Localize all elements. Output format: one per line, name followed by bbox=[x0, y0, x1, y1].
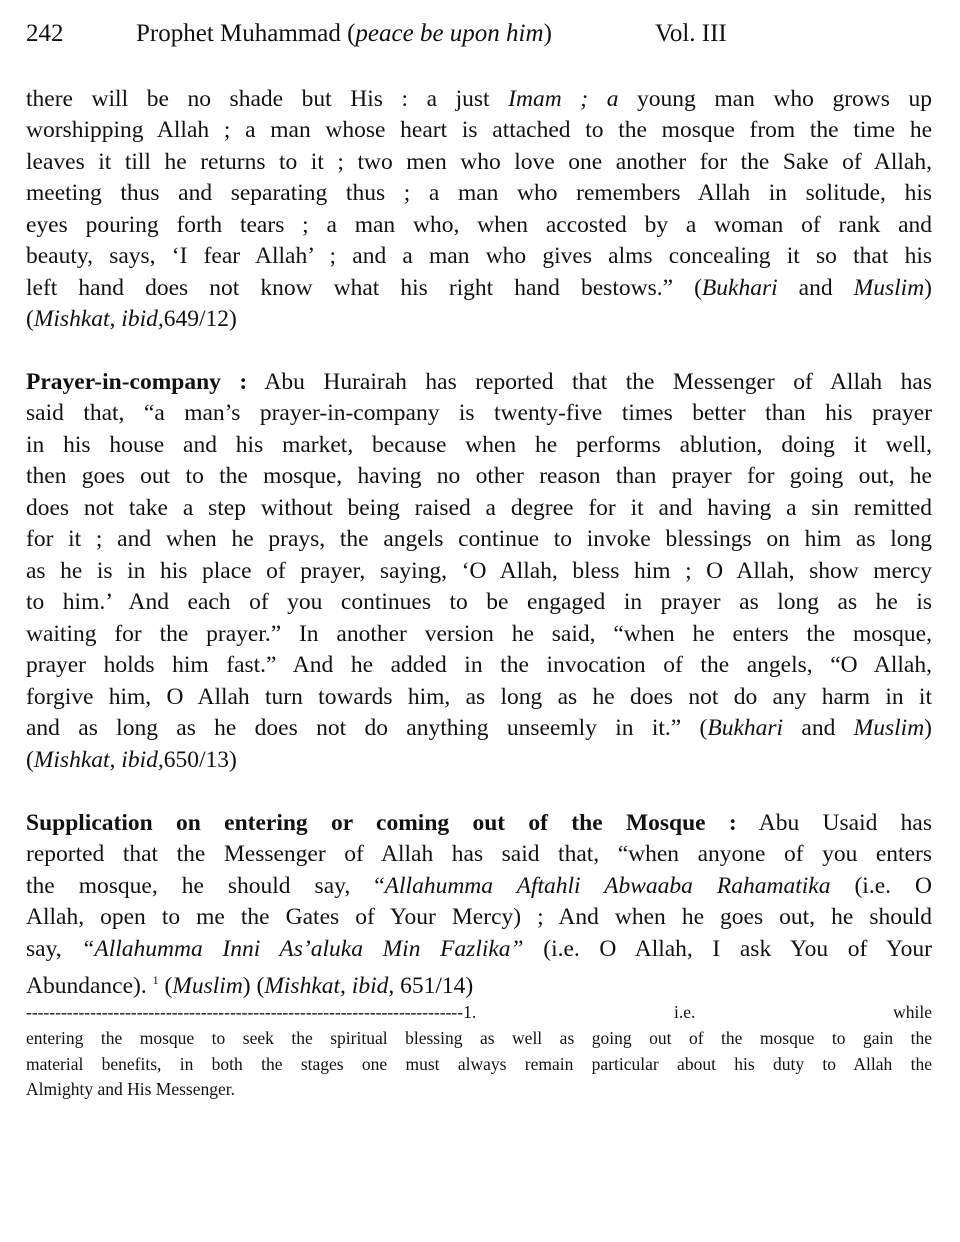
page-number: 242 bbox=[26, 20, 64, 47]
text-line bbox=[26, 210, 932, 240]
text-run: left hand does not know what his right hand bestows.” ( bbox=[26, 275, 702, 301]
section-heading: Supplication on entering or coming out of the Mosque : bbox=[26, 810, 737, 836]
text-run: then goes out to the mosque, having no other reason than prayer for going out, he bbox=[26, 463, 932, 489]
text-run: say, bbox=[26, 936, 82, 962]
text-line bbox=[26, 587, 932, 617]
text-line bbox=[26, 619, 932, 649]
running-title bbox=[136, 20, 552, 48]
italic-text: Bukhari bbox=[701, 275, 778, 301]
italic-text: Muslim bbox=[853, 275, 925, 301]
text-run: the mosque, he should say, “ bbox=[26, 873, 385, 899]
text-run: meeting thus and separating thus ; a man who remembers Allah in solitude, his bbox=[26, 180, 932, 206]
italic-text: Mishkat, ibid, bbox=[33, 306, 164, 332]
italic-text: Mishkat, ibid, bbox=[33, 747, 164, 773]
text-line bbox=[26, 965, 932, 1001]
text-line bbox=[26, 461, 932, 491]
text-run: ---------------------------------------------------------------------------1. i.e. while bbox=[26, 1002, 932, 1022]
running-title-italic: peace be upon him bbox=[355, 20, 544, 47]
text-run: Allah, open to me the Gates of Your Mercy) ; And when he goes out, he should bbox=[26, 904, 932, 930]
text-line bbox=[26, 147, 932, 177]
text-run: 651/14) bbox=[394, 972, 474, 999]
text-line bbox=[26, 650, 932, 680]
text-line bbox=[26, 304, 932, 334]
text-run: as he is in his place of prayer, saying, ‘O Allah, bless him ; O Allah, show mercy bbox=[26, 558, 932, 584]
footnote-line bbox=[26, 1000, 932, 1024]
text-line bbox=[26, 871, 932, 901]
italic-text: “Allahumma Inni As’aluka Min Fazlika” bbox=[81, 936, 524, 962]
running-title-close: ) bbox=[543, 20, 552, 47]
text-run: ( bbox=[26, 747, 34, 773]
text-run: beauty, says, ‘I fear Allah’ ; and a man who gives alms concealing it so that his bbox=[26, 243, 932, 269]
text-run: Abu Usaid has bbox=[736, 810, 932, 836]
text-run: said that, “a man’s prayer-in-company is twenty-five times better than his prayer bbox=[26, 400, 932, 426]
italic-text: Muslim bbox=[853, 715, 925, 741]
text-line bbox=[26, 493, 932, 523]
text-run: ( bbox=[158, 972, 173, 999]
text-run: forgive him, O Allah turn towards him, as long as he does not do any harm in it bbox=[26, 684, 932, 710]
italic-text: Allahumma Aftahli Abwaaba Rahamatika bbox=[384, 873, 831, 899]
text-run: ) bbox=[924, 275, 932, 301]
text-line bbox=[26, 934, 932, 964]
text-run: (i.e. O bbox=[830, 873, 932, 899]
text-run: worshipping Allah ; a man whose heart is attached to the mosque from the time he bbox=[26, 117, 932, 143]
text-line bbox=[26, 808, 932, 838]
text-line bbox=[26, 273, 932, 303]
text-run: reported that the Messenger of Allah has said that, “when anyone of you enters bbox=[26, 841, 932, 867]
text-run: Abu Hurairah has reported that the Messenger of Allah has bbox=[247, 369, 932, 395]
text-line bbox=[26, 682, 932, 712]
text-run: ) bbox=[924, 715, 932, 741]
text-run: 649/12) bbox=[163, 306, 237, 332]
italic-text: Mishkat, ibid, bbox=[264, 972, 395, 999]
text-line bbox=[26, 556, 932, 586]
text-run: ) ( bbox=[242, 972, 265, 999]
text-run: Almighty and His Messenger. bbox=[26, 1079, 236, 1099]
volume-label: Vol. III bbox=[655, 20, 727, 47]
italic-text: Bukhari bbox=[707, 715, 784, 741]
text-run: for it ; and when he prays, the angels continue to invoke blessings on him as long bbox=[26, 526, 932, 552]
text-run: young man who grows up bbox=[618, 86, 933, 112]
footnote-line bbox=[26, 1026, 932, 1050]
footnote-ref: 1 bbox=[152, 973, 159, 987]
italic-text: Imam ; a bbox=[508, 86, 619, 112]
text-run: (i.e. O Allah, I ask You of Your bbox=[523, 936, 932, 962]
text-run: Abundance). bbox=[26, 972, 153, 999]
text-line bbox=[26, 745, 932, 775]
footnote-line bbox=[26, 1077, 932, 1101]
text-run: 650/13) bbox=[163, 747, 237, 773]
text-line bbox=[26, 524, 932, 554]
text-run: to him.’ And each of you continues to be engaged in prayer as long as he is bbox=[26, 589, 932, 615]
running-title-text: Prophet Muhammad ( bbox=[136, 20, 356, 47]
text-run: and bbox=[777, 275, 854, 301]
italic-text: Muslim bbox=[172, 972, 243, 999]
text-run: waiting for the prayer.” In another version he said, “when he enters the mosque, bbox=[26, 621, 932, 647]
text-run: ( bbox=[26, 306, 34, 332]
text-run: does not take a step without being raised a degree for it and having a sin remitted bbox=[26, 495, 932, 521]
text-run: entering the mosque to seek the spiritual blessing as well as going out of the mosque to gain the bbox=[26, 1028, 932, 1048]
text-run: and as long as he does not do anything unseemly in it.” ( bbox=[26, 715, 708, 741]
text-line bbox=[26, 902, 932, 932]
text-line bbox=[26, 178, 932, 208]
text-line bbox=[26, 839, 932, 869]
text-line bbox=[26, 367, 932, 397]
text-run: eyes pouring forth tears ; a man who, when accosted by a woman of rank and bbox=[26, 212, 932, 238]
text-line bbox=[26, 84, 932, 114]
text-run: leaves it till he returns to it ; two men who love one another for the Sake of Allah, bbox=[26, 149, 932, 175]
section-heading: Prayer-in-company : bbox=[26, 369, 248, 395]
text-run: there will be no shade but His : a just bbox=[26, 86, 509, 112]
text-run: material benefits, in both the stages one must always remain particular about his duty to Allah the bbox=[26, 1054, 932, 1074]
text-line bbox=[26, 115, 932, 145]
text-run: in his house and his market, because when he performs ablution, doing it well, bbox=[26, 432, 932, 458]
text-line bbox=[26, 713, 932, 743]
text-line bbox=[26, 430, 932, 460]
text-run: prayer holds him fast.” And he added in the invocation of the angels, “O Allah, bbox=[26, 652, 932, 678]
text-line bbox=[26, 241, 932, 271]
text-line bbox=[26, 398, 932, 428]
footnote-line bbox=[26, 1052, 932, 1076]
text-run: and bbox=[783, 715, 854, 741]
